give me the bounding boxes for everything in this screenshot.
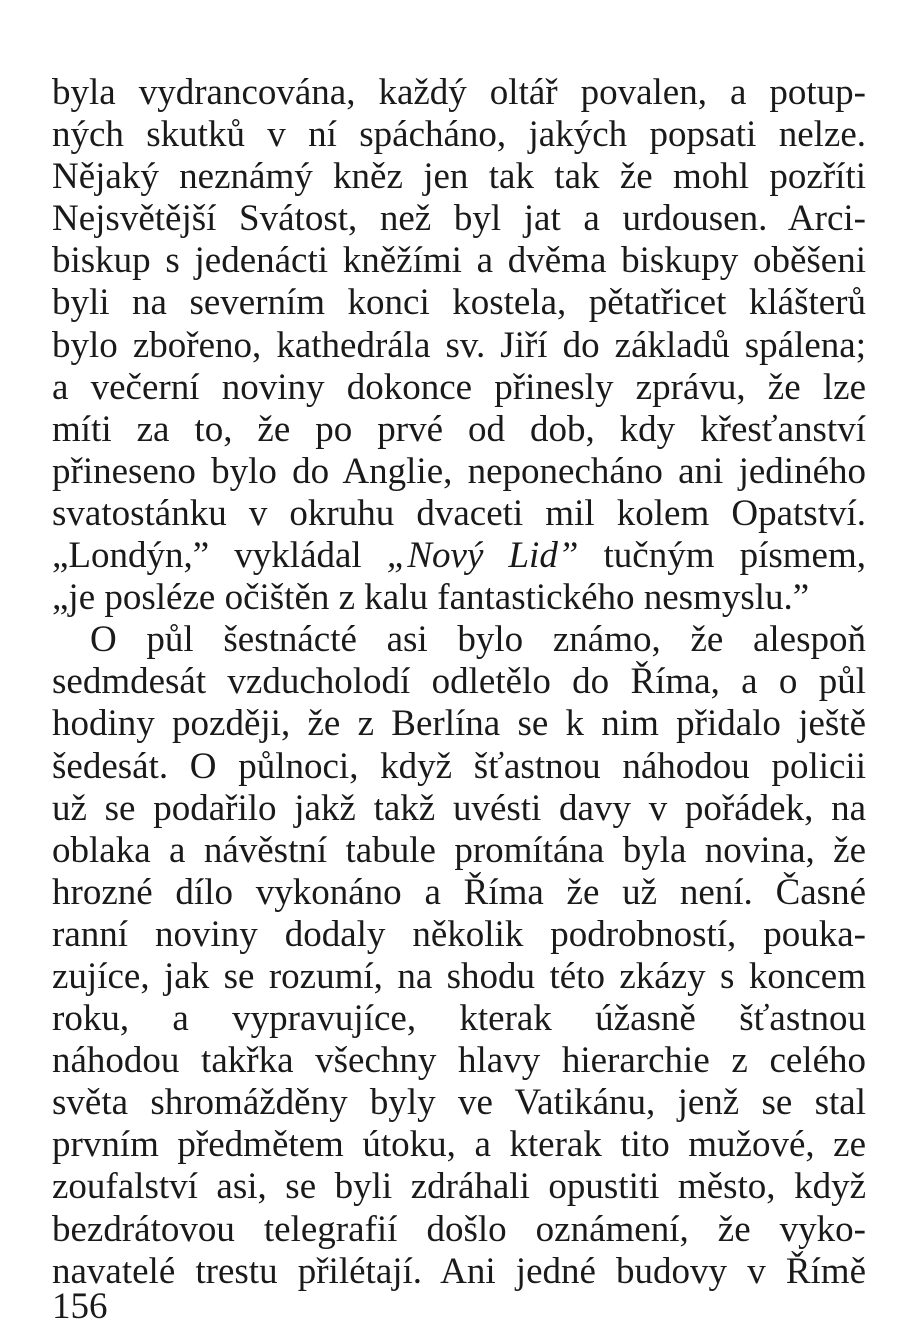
text-line: svatostánku v okruhu dvaceti mil kolem Opatství. (52, 492, 866, 534)
page-body (52, 72, 866, 1293)
text-line: navatelé trestu přilétají. Ani jedné budovy v Římě (52, 1250, 866, 1292)
paragraph-1 (52, 72, 866, 619)
text-line-with-newspaper (52, 535, 866, 577)
text-line: Nějaký neznámý kněz jen tak tak že mohl pozříti (52, 156, 866, 198)
page-number: 156 (52, 1286, 108, 1327)
text-line: ranní noviny dodaly několik podrobností, pouka- (52, 913, 866, 955)
text-line: „je posléze očištěn z kalu fantastického nesmyslu.” (52, 577, 810, 619)
text-line: světa shromážděny byly ve Vatikánu, jenž se stal (52, 1082, 866, 1124)
newspaper-title: „Nový Lid” (386, 535, 579, 577)
text-line: roku, a vypravujíce, kterak úžasně šťastnou (52, 998, 866, 1040)
text-line: a večerní noviny dokonce přinesly zprávu, že lze (52, 366, 866, 408)
text-fragment: „Londýn,” vykládal (52, 535, 387, 577)
text-line: O půl šestnácté asi bylo známo, že alespoň (90, 619, 866, 661)
text-line: už se podařilo jakž takž uvésti davy v pořádek, na (52, 787, 866, 829)
text-line: hodiny později, že z Berlína se k nim přidalo ještě (52, 703, 866, 745)
text-line: přineseno bylo do Anglie, neponecháno ani jediného (52, 450, 866, 492)
text-line: bylo zbořeno, kathedrála sv. Jiří do základů spálena; (52, 324, 866, 366)
text-line: bezdrátovou telegrafií došlo oznámení, že vyko- (52, 1208, 866, 1250)
text-fragment: tučným písmem, (578, 535, 866, 577)
paragraph-2 (52, 619, 866, 1293)
text-line: náhodou takřka všechny hlavy hierarchie z celého (52, 1040, 866, 1082)
text-line: míti za to, že po prvé od dob, kdy křesťanství (52, 408, 866, 450)
text-line: byli na severním konci kostela, pětatřicet klášterů (52, 282, 866, 324)
text-line: zujíce, jak se rozumí, na shodu této zkázy s koncem (52, 955, 866, 997)
text-line: Nejsvětější Svátost, než byl jat a urdousen. Arci- (52, 198, 866, 240)
text-line: sedmdesát vzducholodí odletělo do Říma, a o půl (52, 661, 866, 703)
text-line: hrozné dílo vykonáno a Říma že už není. Časné (52, 871, 866, 913)
text-line: ných skutků v ní spácháno, jakých popsati nelze. (52, 114, 866, 156)
text-line: oblaka a návěstní tabule promítána byla novina, že (52, 829, 866, 871)
text-line: biskup s jedenácti kněžími a dvěma biskupy oběšeni (52, 240, 866, 282)
text-line: šedesát. O půlnoci, když šťastnou náhodou policii (52, 745, 866, 787)
text-line: prvním předmětem útoku, a kterak tito mužové, ze (52, 1124, 866, 1166)
text-line: byla vydrancována, každý oltář povalen, a potup- (52, 72, 866, 113)
text-line: zoufalství asi, se byli zdráhali opustiti město, když (52, 1166, 866, 1208)
